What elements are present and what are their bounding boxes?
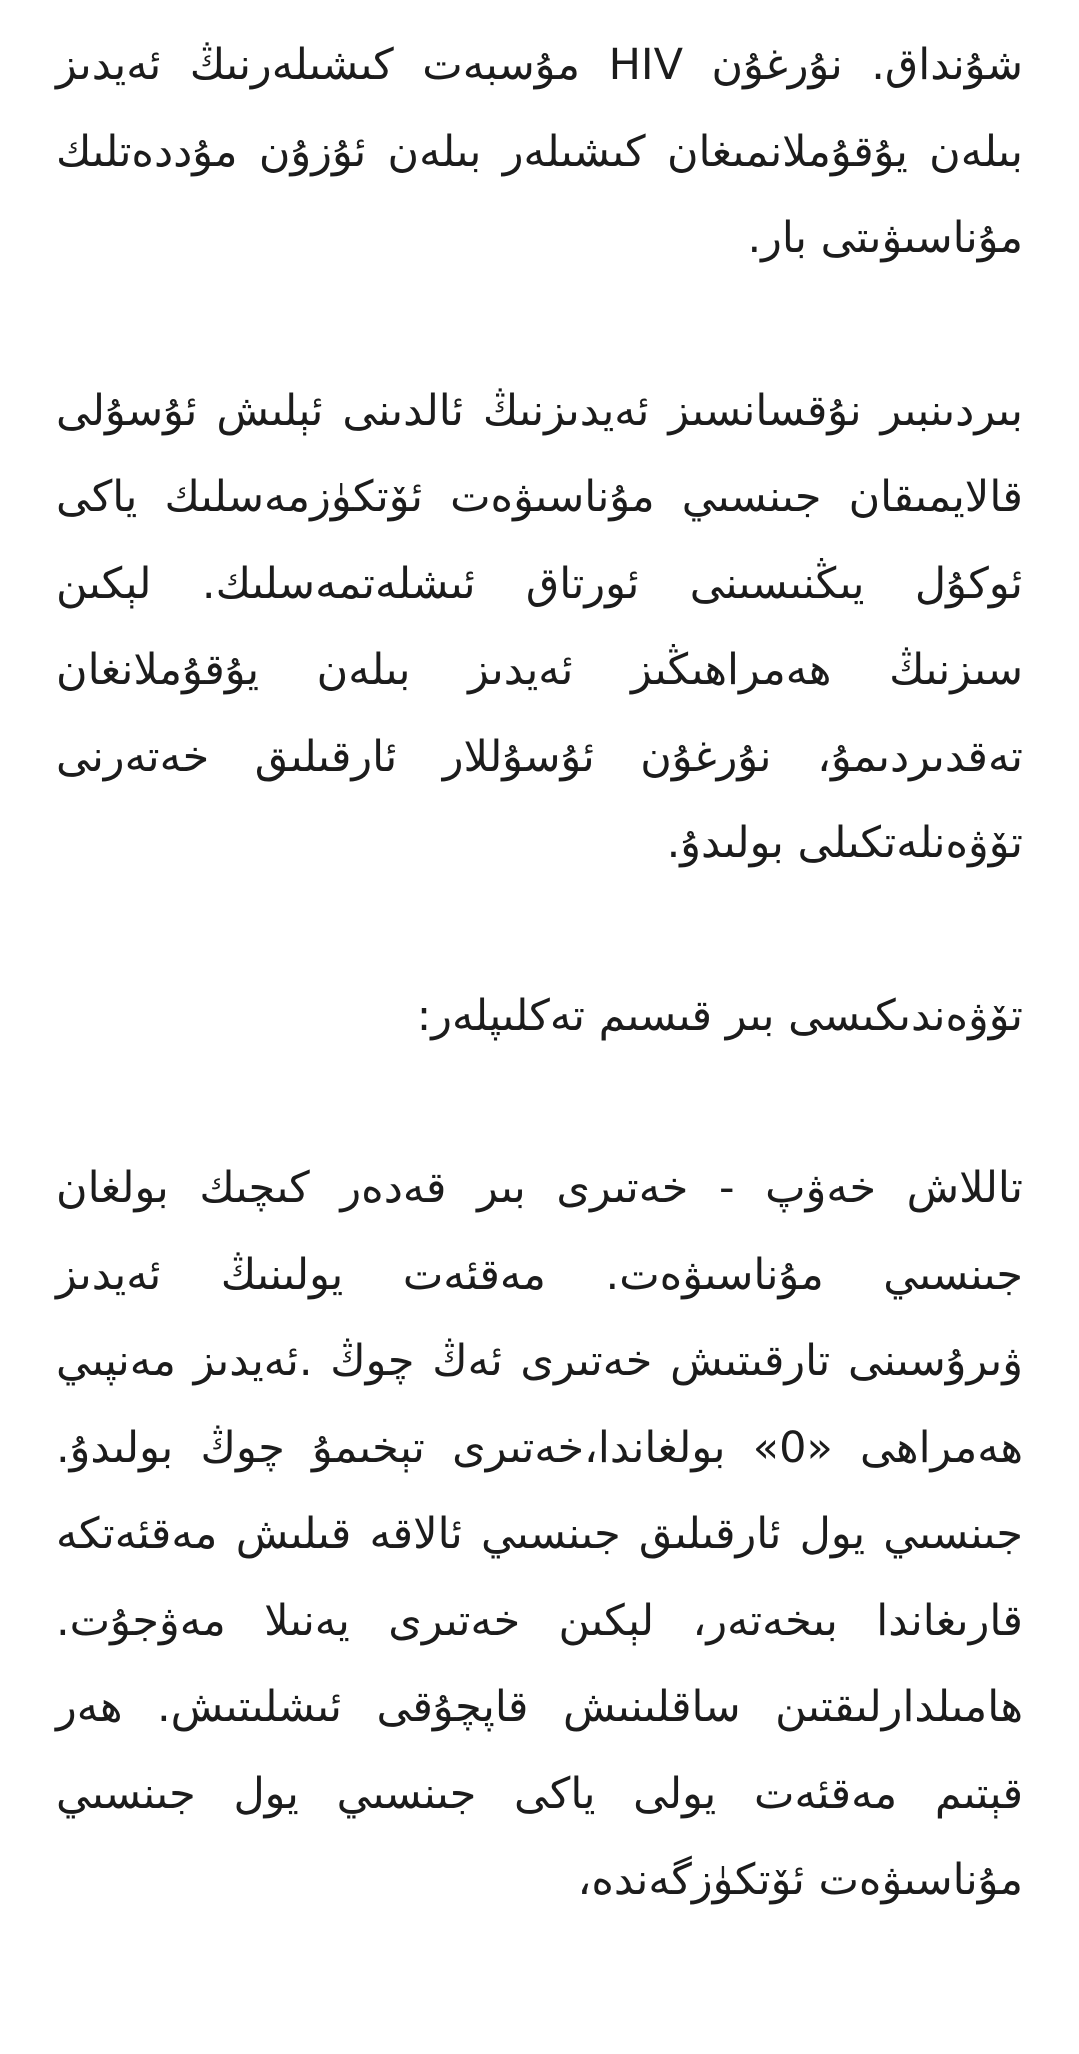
article-body bbox=[56, 0, 1023, 2010]
article-paragraph: تاللاش خەۋپ - خەتىرى بىر قەدەر كىچىك بولغان جىنسىي مۇناسىۋەت. مەقئەت يولىنىڭ ئەيدىز ۋىرۇسىنى تارقىتىش خەتىرى ئەڭ چوڭ .ئەيدىز مەنپىي ھەمراھى «0» بولغاندا،خەتىرى تېخىمۇ چوڭ بولىدۇ. جىنسىي يول ئارقىلىق جىنسىي ئالاقە قىلىش مەقئەتكە قارىغاندا بىخەتەر، لېكىن خەتىرى يەنىلا مەۋجۇت. ھامىلدارلىقتىن ساقلىنىش قاپچۇقى ئىشلىتىش. ھەر قېتىم مەقئەت يولى ياكى جىنسىي يول جىنسىي مۇناسىۋەت ئۆتكۈزگەندە، bbox=[56, 1163, 1023, 1905]
article-paragraph: بىردىنبىر نۇقسانسىز ئەيدىزنىڭ ئالدىنى ئېلىش ئۇسۇلى قالايمىقان جىنسىي مۇناسىۋەت ئۆتكۈزمەسلىك ياكى ئوكۇل يىڭنىسىنى ئورتاق ئىشلەتمەسلىك. لېكىن سىزنىڭ ھەمراھىڭىز ئەيدىز بىلەن يۇقۇملانغان تەقدىردىمۇ، نۇرغۇن ئۇسۇللار ئارقىلىق خەتەرنى تۆۋەنلەتكىلى بولىدۇ. bbox=[56, 385, 1023, 868]
article-paragraph: شۇنداق. نۇرغۇن HIV مۇسبەت كىشىلەرنىڭ ئەيدىز بىلەن يۇقۇملانمىغان كىشىلەر بىلەن ئۇزۇن مۇددەتلىك مۇناسىۋىتى بار. bbox=[56, 40, 1023, 263]
section-heading: تۆۋەندىكىسى بىر قىسىم تەكلىپلەر: bbox=[416, 990, 1023, 1041]
